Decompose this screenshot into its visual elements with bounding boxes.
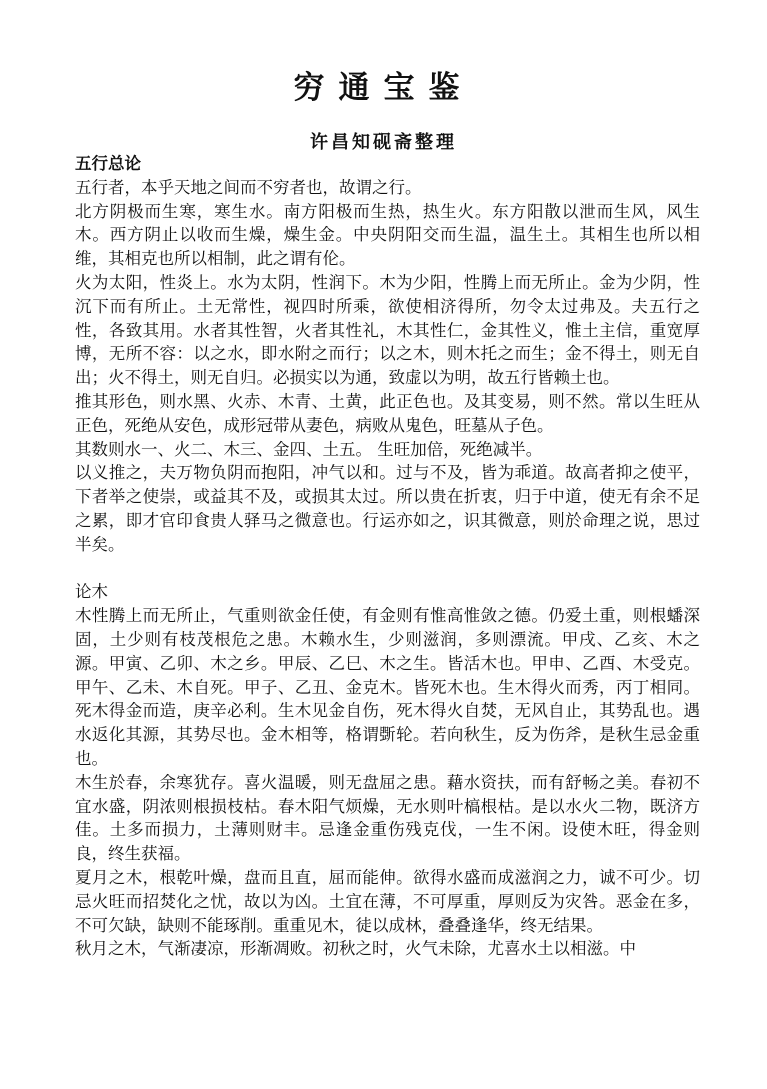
paragraph: 夏月之木，根乾叶燥，盘而且直，屈而能伸。欲得水盛而成滋润之力，诚不可少。切忌火旺而招焚化之忧，故以为凶。土宜在薄，不可厚重，厚则反为灾咎。恶金在多，不可欠缺，缺则不能琢削。重重见木，徒以成林，叠叠逢华，终无结果。	[75, 867, 700, 935]
section-wuxing-zonglun	[75, 152, 700, 557]
section-heading: 五行总论	[75, 154, 141, 173]
document-subtitle: 许昌知砚斋整理	[310, 132, 457, 153]
paragraph: 秋月之木，气渐凄凉，形渐凋败。初秋之时，火气未除，尤喜水土以相滋。中	[75, 939, 636, 959]
paragraph: 其数则水一、火二、木三、金四、土五。 生旺加倍，死绝减半。	[75, 439, 543, 459]
section-heading: 论木	[75, 582, 108, 602]
paragraph: 北方阴极而生寒，寒生水。南方阳极而生热，热生火。东方阳散以泄而生风，风生木。西方阴止以收而生燥，燥生金。中央阴阳交而生温，温生土。其相生也所以相维，其相克也所以相制，此之谓有伦。	[75, 201, 700, 269]
section-lunmu	[75, 580, 700, 961]
paragraph: 木生於春，余寒犹存。喜火温暖，则无盘屈之患。藉水资扶，而有舒畅之美。春初不宜水盛，阴浓则根损枝枯。春木阳气烦燥，无水则叶槁根枯。是以水火二物，既济方佳。土多而损力，土薄则财丰。忌逢金重伤残克伐，一生不闲。设使木旺，得金则良，终生获福。	[75, 772, 700, 864]
document-body	[75, 152, 700, 961]
paragraph: 火为太阳，性炎上。水为太阴，性润下。木为少阳，性腾上而无所止。金为少阴，性沉下而有所止。土无常性，视四时所乘，欲使相济得所，勿令太过弗及。夫五行之性，各致其用。水者其性智，火者其性礼，木其性仁，金其性义，惟土主信，重宽厚博，无所不容：以之水，即水附之而行；以之木，则木托之而生；金不得土，则无自出；火不得土，则无自归。必损实以为通，致虚以为明，故五行皆赖土也。	[75, 272, 700, 388]
document-title: 穷通宝鉴	[293, 70, 474, 106]
paragraph: 推其形色，则水黑、火赤、木青、土黄，此正色也。及其变易，则不然。常以生旺从正色，死绝从安色，成形冠带从妻色，病败从鬼色，旺墓从子色。	[75, 391, 700, 435]
paragraph: 以义推之，夫万物负阴而抱阳，冲气以和。过与不及，皆为乖道。故高者抑之使平，下者举之使崇，或益其不及，或损其太过。所以贵在折衷，归于中道，使无有余不足之累，即才官印食贵人驿马之微意也。行运亦如之，识其微意，则於命理之说，思过半矣。	[75, 463, 700, 554]
section-spacer	[75, 557, 700, 581]
paragraph: 木性腾上而无所止，气重则欲金任使，有金则有惟高惟敛之德。仍爱土重，则根蟠深固，土少则有枝茂根危之患。木赖水生，少则滋润，多则漂流。甲戌、乙亥、木之源。甲寅、乙卯、木之乡。甲辰、乙巳、木之生。皆活木也。甲申、乙酉、木受克。甲午、乙未、木自死。甲子、乙丑、金克木。皆死木也。生木得火而秀，丙丁相同。死木得金而造，庚辛必利。生木见金自伤，死木得火自焚，无风自止，其势乱也。遇水返化其源，其势尽也。金木相等，格谓斲轮。若向秋生，反为伤斧，是秋生忌金重也。	[75, 606, 700, 768]
paragraph: 五行者，本乎天地之间而不穷者也，故谓之行。	[75, 177, 422, 197]
